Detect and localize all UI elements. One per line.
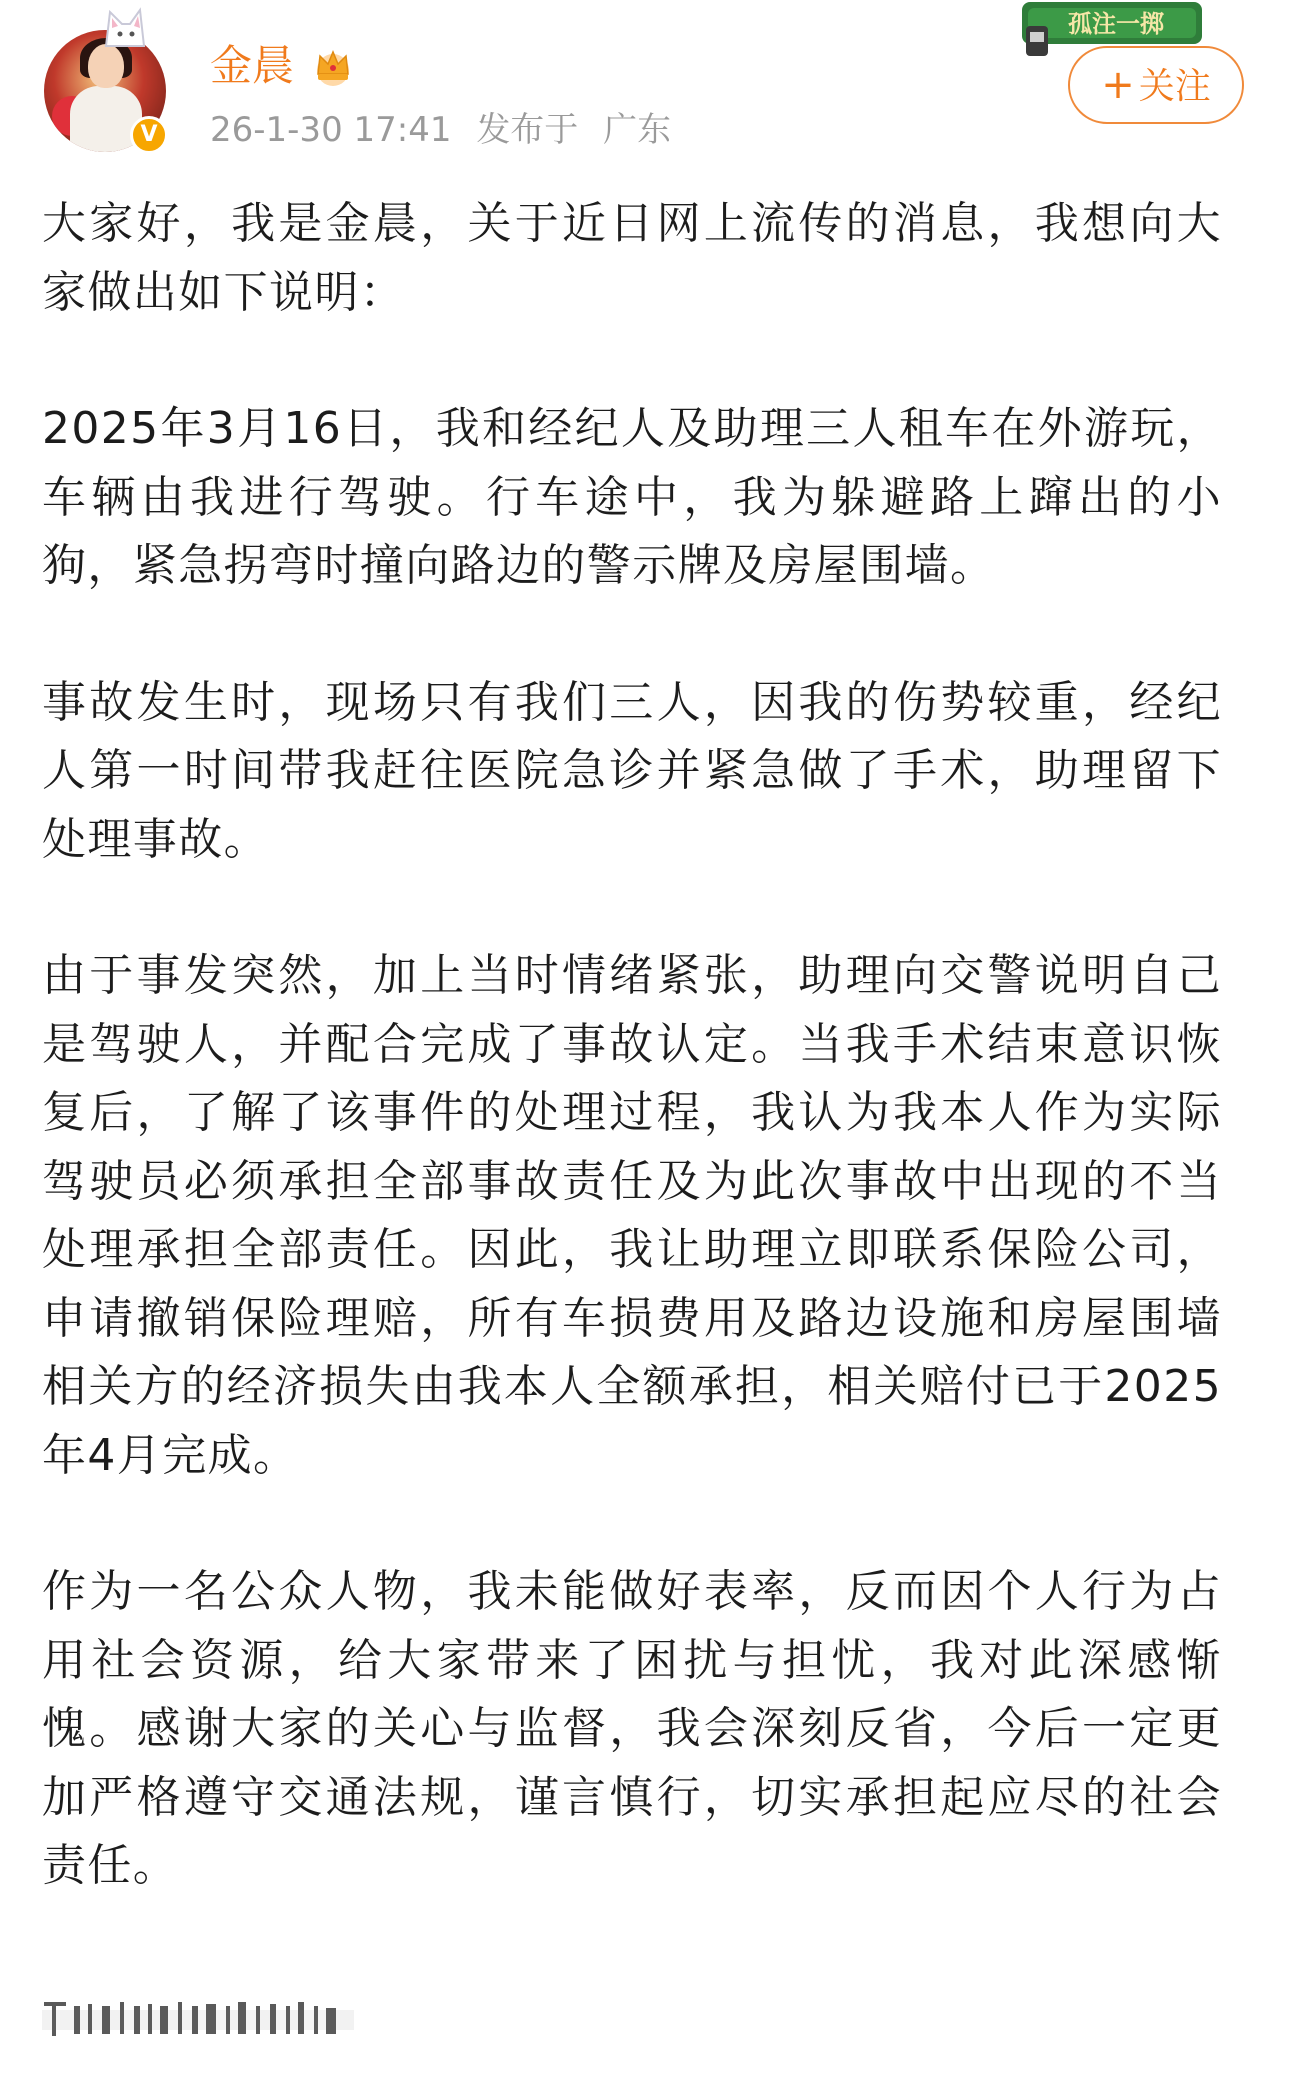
post-paragraph: 2025年3月16日，我和经纪人及助理三人租车在外游玩，车辆由我进行驾驶。行车途中，我为躲避路上蹿出的小狗，紧急拐弯时撞向路边的警示牌及房屋围墙。 bbox=[42, 403, 1222, 591]
post-timestamp: 26-1-30 17:41 bbox=[210, 110, 452, 150]
follow-label: 关注 bbox=[1138, 66, 1211, 107]
post-paragraph: 作为一名公众人物，我未能做好表率，反而因个人行为占用社会资源，给大家带来了困扰与担忧，我对此深感惭愧。感谢大家的关心与监督，我会深刻反省，今后一定更加严格遵守交通法规，谨言慎行，切实承担起应尽的社会责任。 bbox=[42, 1566, 1222, 1891]
verified-badge-icon: V bbox=[130, 116, 168, 154]
avatar-face bbox=[88, 44, 124, 88]
blurred-text-fragment bbox=[42, 1996, 354, 2040]
cat-ears-decoration-icon bbox=[100, 6, 150, 50]
post-paragraph: 大家好，我是金晨，关于近日网上流传的消息，我想向大家做出如下说明： bbox=[42, 198, 1222, 318]
plus-icon: + bbox=[1101, 62, 1135, 108]
sticker-text: 孤注一掷 bbox=[1068, 10, 1164, 38]
post-paragraph: 事故发生时，现场只有我们三人，因我的伤势较重，经纪人第一时间带我赶往医院急诊并紧急做了手术，助理留下处理事故。 bbox=[42, 676, 1222, 865]
published-label: 发布于 bbox=[476, 110, 579, 150]
post-body bbox=[42, 190, 1222, 1969]
crown-icon bbox=[310, 44, 356, 88]
post-header bbox=[0, 0, 1289, 170]
author-name[interactable]: 金晨 bbox=[210, 41, 295, 90]
post-meta bbox=[210, 108, 685, 152]
post-location: 广东 bbox=[603, 110, 672, 150]
post-paragraph: 由于事发突然，加上当时情绪紧张，助理向交警说明自己是驾驶人，并配合完成了事故认定。当我手术结束意识恢复后，了解了该事件的处理过程，我认为我本人作为实际驾驶员必须承担全部事故责任及为此次事故中出现的不当处理承担全部责任。因此，我让助理立即联系保险公司，申请撤销保险理赔，所有车损费用及路边设施和房屋围墙相关方的经济损失由我本人全额承担，相关赔付已于2025年4月完成。 bbox=[42, 950, 1222, 1481]
follow-button[interactable] bbox=[1068, 46, 1244, 124]
